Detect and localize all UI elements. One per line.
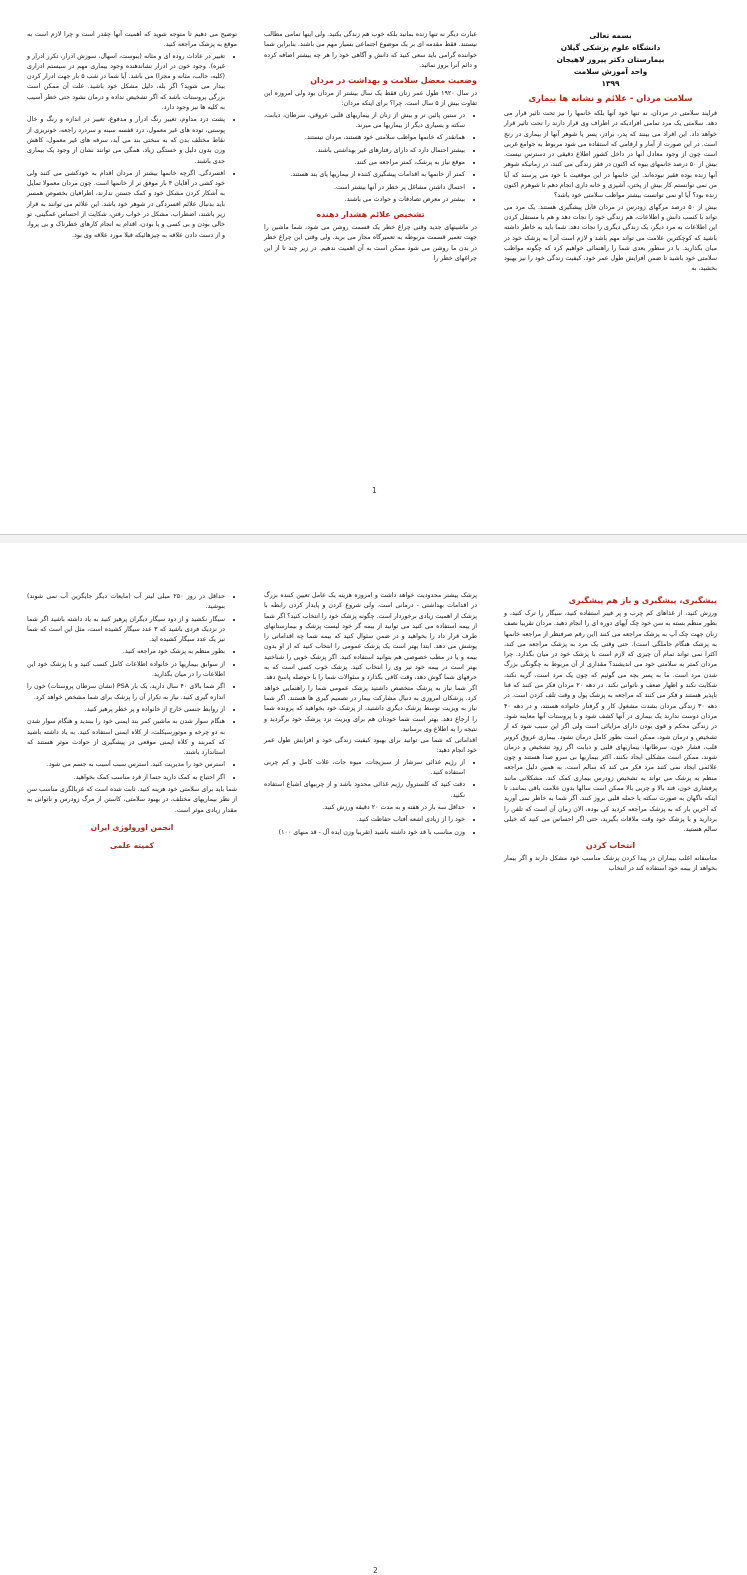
paragraph: ورزش کنید، از غذاهای کم چرب و پر فیبر استفاده کنید، سیگار را ترک کنید، و بطور منظم بسته به سن خود چک آپهای دوره ای را انجام دهید. مردان تقریبا نصف زنان جهت چک آپ به پزشک مراجعه می کنند (این رقم صرفنظر از مراجعه خانمها به پزشک هنگام حاملگی است). حتی وقتی یک مرد به پزشک مراجعه می کند، اکثرا نمی تواند تمام آن چیزی که لازم است با پزشک خود در میان بگذارد. چرا مردان کمتر به سلامتی خود می اندیشند؟ مقداری از آن مربوط به چگونگی بزرگ شدن مرد است. ما به پسر بچه می گوئیم که چون یک مرد است، گریه نکند، شکایت نکند و اظهار ضعف و ناتوانی نکند. در دهه ۲۰ مردان فکر می کنند که فنا ناپذیر هستند و فکر می کنند که مراجعه به پزشک پول و وقت تلف کردن است. در دهه ۳۰ زندگی مردان بشدت مشغول کار و گرفتار خانواده هستند، و در دهه ۴۰ مردان دوست ندارند یک بیماری در آنها کشف شود و یا پروستات آنها معاینه شود. در زندگی محکم و قوی بودن دارای مزایائی است ولی اگر این سبب شود که از تشخیص و درمان شود، ممکن است بطور کامل درمان نشود. بیماری عروق کرونر قلب، فشار خون، سرطانها، بیماریهای قلبی و دیابت اگر زود تشخیص و درمان شوند، ممکن است مشکلی ایجاد نکنند. اکثر بیماریها بی سرو صدا هستند و چون علائمی ایجاد نمی کنند مرد فکر می کند که سالم است. به همین دلیل مراجعه منظم به پزشک می تواند به تشخیص زودرس بیماری کمک کند. مشکلاتی مانند پرفشاری خون، قند بالا و چربی بالا ممکن است سالها بدون علامت باقی بمانند، تا اینکه ناگهان به صورت سکته یا حمله قلبی بروز کنند. اگر شما به خاطر نمی آورید که آخرین بار که به پزشک مراجعه کردید کی بوده، الان زمان آن است که تلفن را بردارید و با پزشک خود وقت ملاقات بگیرید، حتی اگر احساس می کنید که خیلی سالم هستید. <box>504 610 717 834</box>
list-item: • همانقدر که خانمها مواظب سلامتی خود هستند، مردان نیستند. <box>264 133 465 143</box>
page1-middle-column <box>264 30 477 265</box>
list-item: • وزن مناسب با قد خود داشته باشید (تقریبا وزن ایده آل - قد منهای ۱۰۰) <box>264 828 465 838</box>
list-item: • حداقل سه بار در هفته و به مدت ۲۰ دقیقه ورزش کنید. <box>264 803 465 813</box>
paragraph: عبارت دیگر نه تنها زنده بمانید بلکه خوب هم زندگی بکنید. ولی اینها تمامی مطالب نیستند. فقط مقدمه ای بر یک موضوع اجتماعی بسیار مهم می باشند. بنابراین شما خواننده گرامی باید سعی کنید که دانش و آگاهی خود را هر چه بیشتر اضافه کرده و دائم آنرا بروز نمائید. <box>264 31 477 69</box>
list-item: • احتمال داشتن مشاغل پر خطر در آنها بیشتر است. <box>264 183 465 193</box>
bullet-list <box>264 111 477 205</box>
list-item: • استرس خود را مدیریت کنید. استرس سبب آسیب به جسم می شود. <box>27 760 225 770</box>
list-item: • دقت کنید که کلسترول رژیم غذائی محدود باشد و از چربیهای اشباع استفاده نکنید. <box>264 780 465 801</box>
signature-committee: کمیته علمی <box>109 840 155 850</box>
list-item: • اگر شما بالای ۴۰ سال دارید، یک بار PSA (نشان سرطان پروستات) خون را اندازه گیری کنید. نیاز به تکرار آن را پزشک برای شما مشخص خواهد کرد. <box>27 682 225 703</box>
page-number: 1 <box>372 486 377 495</box>
list-item: • از رژیم غذائی سرشار از سبزیجات، میوه جات، غلات کامل و کم چربی استفاده کنید. <box>264 758 465 779</box>
page-separator <box>0 535 747 543</box>
page2-right-column <box>504 591 717 875</box>
section-heading: انتخاب کردن <box>585 840 636 850</box>
section-heading: وضعیت معضل سلامت و بهداشت در مردان <box>310 76 477 86</box>
paragraph: بیش از ۵۰ درصد مرگهای زودرس در مردان قابل پیشگیری هستند. یک مرد می تواند با کسب دانش و اطلاعات، هم زندگی خود را نجات دهد و هم با مستقل کردن این اطلاعات به مرد دیگر، یک زندگی دیگری را نجات دهد. شما باید به خاطر داشته باشید که کوچکترین علامت می تواند مهم باشد و لازم است آنرا به پزشک خود در میان بگذارید. با در سطور بعدی شما را راهنمائی خواهیم کرد که چگونه مواظب سلامتی خود باشید تا ضمن افزایش طول عمر خود، کیفیت زندگی خود را نیز بهبود بخشید، به <box>504 203 717 273</box>
page2-middle-column <box>264 591 477 840</box>
list-item: • کمتر از خانمها به اقدامات پیشگیری کننده از بیماریها پای بند هستند. <box>264 170 465 180</box>
page-one <box>0 0 747 535</box>
list-item: • هنگام سوار شدن به ماشین کمر بند ایمنی خود را ببندید و هنگام سوار شدن به دو چرخه و موتورسیکلت، از کلاه ایمنی استفاده کنید. به یاد داشته باشید که کمربند و کلاه ایمنی موقعی در پیشگیری از حوادث موثر هستند که استاندارد باشند. <box>27 717 225 758</box>
list-item: • بیشتر احتمال دارد که دارای رفتارهای غیر بهداشتی باشند. <box>264 146 465 156</box>
page2-left-column <box>27 591 237 852</box>
section-heading: پیشگیری، پیشگیری و باز هم پیشگیری <box>568 596 717 605</box>
list-item: • افسردگی. اگرچه خانمها بیشتر از مردان اقدام به خودکشی می کنند ولی خود کشی در آقایان ۴ بار موفق تر از خانمها است. چون مردان معمولا تمایل به آشکار کردن مشکل خود و کمک جستن ندارند، اطرافیان بخصوص همسر باید بدنبال علائم افسردگی در شوهر خود باشد. این علائم می توانند به قرار زیر باشند، اضطراب، مشکل در خواب رفتن، شکایت از احساس غمگینی، تو خالی بودن و بی کسی و یا بودن، اقدام به انجام کارهای خطرناک و بی پروا، و از دست دادن علاقه به چیزهائیکه قبلا مورد علاقه وی بود. <box>27 169 225 241</box>
header-line-4: واحد آموزش سلامت <box>573 67 648 76</box>
list-item: • موقع نیاز به پزشک، کمتر مراجعه می کنند. <box>264 158 465 168</box>
paragraph: در ماشینهای جدید وقتی چراغ خطر یک قسمت روشن می شود، شما ماشین را جهت تعمیر قسمت مربوطه به تعمیرگاه مجاز می برید. ولی وقتی این چراغ خطر در بدن ما روشن می شود ممکن است به آن اهمیت ندهیم. در زیر چند تا از این چراغهای خطر را <box>264 224 477 263</box>
page-two <box>0 543 747 1575</box>
list-item: • پشت درد مداوم، تغییر رنگ ادرار و مدفوع، تغییر در اندازه و رنگ و خال پوستی، توده های غیر معمول، درد قفسه سینه و سردرد راجعه، خونریزی از نقاط مختلف بدن که به سختی بند می آید، سرفه های غیر معمول، کاهش وزن بدون دلیل و خستگی زیاد، همگی می توانند نشان از وجود یک بیماری جدی باشند. <box>27 115 225 166</box>
list-item: • حداقل در روز ۲۵۰ میلی لیتر آب (مایعات دیگر جایگزین آب نمی شوند) بنوشید. <box>27 592 225 613</box>
paragraph: پزشک بیشتر محدودیت خواهد داشت و امروزه هزینه یک عامل تعیین کننده بزرگ در اقدامات بهداشتی - درمانی است. ولی شروع کردن و پایدار کردن رابطه با پزشک از اهمیت زیادی برخوردار است. چگونه پزشک خود را انتخاب کنید؟ اگر شما از بیمه استفاده می کنید می توانید از بیمه گر خود لیست پزشک و بیمارستانهای طرف قرار داد را بخواهید و در ضمن سئوال کنید که بیمه شما چه اقداماتی را پوشش می دهد. ابتدا بهتر است یک پزشک عمومی را انتخاب کنید که از او بدون بیمه و یا در مطب خصوصی هم بتوانید استفاده کنید. اگر پزشک خوبی را شناختید بهتر است در بیمه خود نیز وی را انتخاب کنید. پزشک خوب کسی است که به حرفهای شما گوش دهد، وقت کافی بگذارد و سئوالات شما را با حوصله پاسخ دهد. اگر شما نیاز به پزشک متخصص داشتید پزشک عمومی شما را راهنمایی خواهد کرد. پزشکان امروزی به دنبال مشارکت بیمار در تصمیم گیری ها هستند. اگر شما نیاز به ویزیت توسط پزشک دیگری داشتید، از پزشک خود بخواهید که پرونده شما را ارجاع دهد. بهتر است شما خودتان هم برای ویزیت نزد پزشک خود برگردید و نتیجه را به اطلاع وی برسانید. <box>264 592 477 733</box>
list-item: • از سوابق بیماریها در خانواده اطلاعات کامل کسب کنید و با پزشک خود این اطلاعات را در میان بگذارید. <box>27 660 225 681</box>
header-line-3: بیمارستان دکتر پیروز لاهیجان <box>556 55 665 64</box>
document-title: سلامت مردان - علائم و نشانه ها بیماری <box>528 93 693 103</box>
page1-right-column <box>504 30 717 276</box>
paragraph: شما باید برای سلامتی خود هزینه کنید. ثابت شده است که غربالگری مناسب سن از نظر بیماریهای مختلف، در بهبود سلامتی، کاستن از مرگ زودرس و ناتوانی به مقدار زیادی موثر است. <box>27 786 237 814</box>
list-item: • تغییر در عادات روده ای و مثانه (یبوست، اسهال، سوزش ادرار، تکرر ادرار و غیره). وجود خون در ادرار نشاندهنده وجود بیماری مهم در سیستم ادراری (کلیه، حالب، مثانه و مجرا) می باشد. آیا شما در شب ۵ بار جهت ادرار کردن بیدار می شوید؟ اگر بله، دلیل مشکل خود باشید. علت آن ممکن است بزرگی پروستات باشد که اگر تشخیص نداده و درمان نشود حتی خطر آسیب به کلیه ها نیز وجود دارد. <box>27 52 225 114</box>
header-line-1: بسمه تعالی <box>589 31 632 40</box>
paragraph: فرایند سلامتی در مردان، نه تنها خود آنها بلکه خانمها را نیز تحت تاثیر قرار می دهد. سلامتی یک مرد تمامی افرادیکه در اطراف وی قرار دارند را تحت تاثیر قرار خواهد داد. این افراد می بینند که پدر، برادر، پسر یا شوهر آنها از بیماری در رنج است. در این صورت از آمار و ارقامی که استفاده می شود مربوط به جوامع غربی است چون از وجود معادل آنها در داخل کشور اطلاع دقیقی در دسترس نیست. بیش از ۵۰ درصد خانمهای بیوه که اکنون در فقر زندگی می کنند، در زمانیکه شوهر آنها زنده بوده فقیر نبوده‌اند. این خانمها در این موقعیت با خود می پرسند که آیا من نمی توانستم کار بیش از پختن، آشپزی و خانه داری انجام دهم تا شوهرم اکنون زنده بود؟ آیا او نمی توانست بیشتر مواظب سلامتی خود باشد؟ <box>504 110 718 200</box>
header-line-2: دانشگاه علوم پزشکی گیلان <box>560 43 661 52</box>
list-item: • سیگار نکشید و از دود سیگار دیگران پرهیز کنید به یاد داشته باشید اگر شما در نزدیک فردی باشید که ۳ عدد سیگار کشیده است، مثل این است که شما نیز یک عدد سیگار کشیده اید. <box>27 615 225 646</box>
list-item: • اگر احتیاج به کمک دارید حتما از فرد مناسب کمک بخواهید. <box>27 773 225 783</box>
page-number: 2 <box>373 1566 378 1575</box>
paragraph: در سال ۱۹۲۰ طول عمر زنان فقط یک سال بیشتر از مردان بود ولی امروزه این تفاوت بیش از ۵ سال است. چرا؟ برای اینکه مردان: <box>264 90 478 108</box>
list-item: • از روابط جنسی خارج از خانواده و پر خطر پرهیز کنید. <box>27 705 225 715</box>
bullet-list <box>264 758 477 838</box>
page1-left-column <box>27 30 237 243</box>
list-item: • بیشتر در معرض تصادفات و حوادث می باشند. <box>264 195 465 205</box>
section-heading: تشخیص علائم هشدار دهنده <box>316 210 425 220</box>
list-item: • بطور منظم به پزشک خود مراجعه کنید. <box>27 647 225 657</box>
bullet-list <box>27 592 237 783</box>
list-item: • خود را از زیادی اشعه آفتاب حفاظت کنید. <box>264 815 465 825</box>
list-item: • در سنین پائین تر و بیش از زنان از بیماریهای قلبی عروقی، سرطان، دیابت، سکته و بسیاری دیگر از بیماریها می میرند. <box>264 111 465 132</box>
bullet-list <box>27 52 237 241</box>
signature-org: انجمن اورولوژی ایران <box>90 822 174 832</box>
paragraph: توضیح می دهیم تا متوجه شوید که اهمیت آنها چقدر است و چرا لازم است به موقع به پزشک مراجعه کنید. <box>27 31 237 49</box>
paragraph: اقداماتی که شما می توانید برای بهبود کیفیت زندگی خود و افزایش طول عمر خود انجام دهید: <box>264 737 477 755</box>
paragraph: متاسفانه اغلب بیماران در پیدا کردن پزشک مناسب خود مشکل دارند و اگر بیمار بخواهد از بیمه خود استفاده کند در انتخاب <box>504 854 717 872</box>
header-line-5: ۱۳۹۹ <box>601 79 620 88</box>
